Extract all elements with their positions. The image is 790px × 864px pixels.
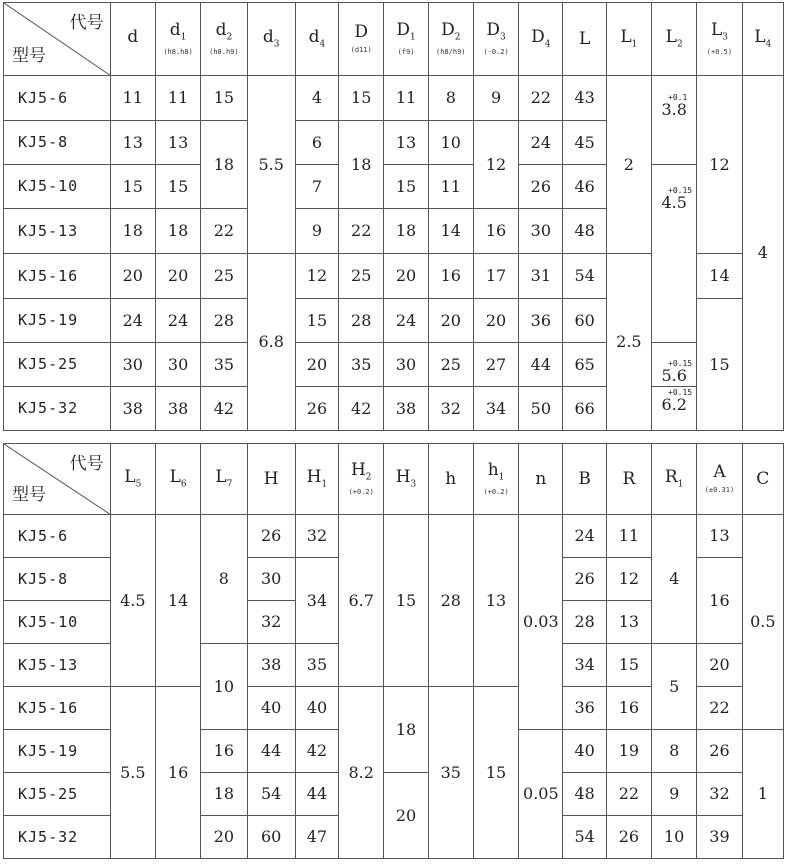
cell-h: 28: [428, 515, 473, 687]
code-label: 代号: [69, 454, 104, 474]
col-header-L6: $L_6$: [155, 444, 200, 515]
cell-L: 54: [563, 254, 606, 299]
cell-H3: 18: [384, 687, 428, 773]
cell-D1: 30: [384, 343, 428, 387]
cell-A: 13: [697, 515, 742, 558]
cell-d4: 7: [295, 165, 338, 209]
cell-d1: 15: [155, 165, 200, 209]
cell-L2: +0.1 3.8: [652, 76, 697, 165]
col-header-C: C: [742, 444, 783, 515]
cell-H3: 20: [384, 773, 428, 859]
cell-A: 16: [697, 558, 742, 644]
model-cell: KJ5-6: [4, 76, 111, 121]
cell-D3: 12: [473, 121, 518, 209]
cell-L2: +0.15 4.5: [652, 165, 697, 343]
cell-d4: 15: [295, 299, 338, 343]
type-label: 型号: [12, 485, 46, 505]
model-cell: KJ5-25: [4, 343, 111, 387]
cell-H1: 47: [295, 816, 338, 859]
col-header-L5: $L_5$: [110, 444, 155, 515]
cell-L3: 15: [697, 299, 742, 431]
cell-d1: 24: [155, 299, 200, 343]
col-header-R1: $R_1$: [652, 444, 697, 515]
cell-R1: 8: [652, 730, 697, 773]
cell-d4: 9: [295, 209, 338, 254]
cell-L: 66: [563, 387, 606, 431]
cell-D: 25: [339, 254, 384, 299]
cell-R: 22: [606, 773, 651, 816]
cell-L3: 12: [697, 76, 742, 254]
cell-n: 0.03: [519, 515, 563, 730]
cell-H: 60: [247, 816, 295, 859]
cell-d: 20: [110, 254, 155, 299]
cell-R1: 5: [652, 644, 697, 730]
cell-H2: 8.2: [339, 687, 384, 859]
cell-L4: 4: [742, 76, 783, 431]
model-cell: KJ5-25: [4, 773, 111, 816]
cell-d: 30: [110, 343, 155, 387]
col-header-D: D (d11): [339, 3, 384, 76]
cell-D2: 20: [428, 299, 473, 343]
col-header-d1: $d_1$ (h8.h8): [155, 3, 200, 76]
cell-D3: 17: [473, 254, 518, 299]
cell-D1: 13: [384, 121, 428, 165]
cell-d4: 6: [295, 121, 338, 165]
cell-D: 28: [339, 299, 384, 343]
cell-H1: 34: [295, 558, 338, 644]
cell-d: 13: [110, 121, 155, 165]
cell-d3: 6.8: [247, 254, 295, 431]
model-cell: KJ5-8: [4, 121, 111, 165]
cell-D3: 9: [473, 76, 518, 121]
table-row: [4, 165, 784, 209]
table-row: [4, 515, 784, 558]
cell-D2: 10: [428, 121, 473, 165]
cell-d: 18: [110, 209, 155, 254]
cell-B: 24: [563, 515, 606, 558]
col-header-L1: $L_1$: [606, 3, 651, 76]
cell-D: 15: [339, 76, 384, 121]
cell-n: 0.05: [519, 730, 563, 859]
cell-L: 46: [563, 165, 606, 209]
cell-R: 26: [606, 816, 651, 859]
cell-H: 30: [247, 558, 295, 601]
cell-D2: 25: [428, 343, 473, 387]
cell-D1: 15: [384, 165, 428, 209]
cell-D: 42: [339, 387, 384, 431]
dimension-table-2: [3, 443, 784, 859]
model-cell: KJ5-32: [4, 816, 111, 859]
cell-R: 11: [606, 515, 651, 558]
cell-A: 20: [697, 644, 742, 687]
cell-B: 48: [563, 773, 606, 816]
cell-R1: 9: [652, 773, 697, 816]
cell-d2: 35: [201, 343, 247, 387]
col-header-h: h: [428, 444, 473, 515]
cell-d1: 20: [155, 254, 200, 299]
table-row: [4, 76, 784, 121]
cell-d1: 13: [155, 121, 200, 165]
cell-D2: 14: [428, 209, 473, 254]
model-cell: KJ5-16: [4, 687, 111, 730]
col-header-A: A (±0.31): [697, 444, 742, 515]
cell-D1: 20: [384, 254, 428, 299]
model-cell: KJ5-10: [4, 601, 111, 644]
cell-R1: 10: [652, 816, 697, 859]
cell-B: 28: [563, 601, 606, 644]
cell-D1: 24: [384, 299, 428, 343]
cell-d4: 4: [295, 76, 338, 121]
cell-R1: 4: [652, 515, 697, 644]
cell-H1: 42: [295, 730, 338, 773]
cell-B: 40: [563, 730, 606, 773]
cell-L3: 14: [697, 254, 742, 299]
model-cell: KJ5-8: [4, 558, 111, 601]
cell-A: 39: [697, 816, 742, 859]
cell-D2: 16: [428, 254, 473, 299]
model-cell: KJ5-19: [4, 299, 111, 343]
cell-d: 11: [110, 76, 155, 121]
cell-D2: 8: [428, 76, 473, 121]
cell-H1: 32: [295, 515, 338, 558]
cell-L5: 4.5: [110, 515, 155, 687]
cell-D4: 30: [519, 209, 563, 254]
cell-D4: 22: [519, 76, 563, 121]
cell-D2: 11: [428, 165, 473, 209]
cell-L6: 16: [155, 687, 200, 859]
col-header-D3: $D_3$ (-0.2): [473, 3, 518, 76]
model-cell: KJ5-13: [4, 209, 111, 254]
cell-H: 54: [247, 773, 295, 816]
cell-d1: 11: [155, 76, 200, 121]
col-header-d4: $d_4$: [295, 3, 338, 76]
col-header-n: n: [519, 444, 563, 515]
cell-L1: 2: [606, 76, 651, 254]
cell-D3: 20: [473, 299, 518, 343]
cell-H: 38: [247, 644, 295, 687]
cell-D2: 32: [428, 387, 473, 431]
cell-D4: 26: [519, 165, 563, 209]
cell-R: 19: [606, 730, 651, 773]
col-header-H3: $H_3$: [384, 444, 428, 515]
col-header-H: H: [247, 444, 295, 515]
table-row: [4, 387, 784, 431]
col-header-H1: $H_1$: [295, 444, 338, 515]
cell-H1: 35: [295, 644, 338, 687]
cell-C: 1: [742, 730, 783, 859]
cell-d2: 42: [201, 387, 247, 431]
cell-D: 22: [339, 209, 384, 254]
cell-A: 32: [697, 773, 742, 816]
model-cell: KJ5-6: [4, 515, 111, 558]
cell-L2: +0.15 6.2: [652, 387, 697, 431]
cell-D3: 27: [473, 343, 518, 387]
cell-d: 24: [110, 299, 155, 343]
cell-D: 35: [339, 343, 384, 387]
cell-D4: 24: [519, 121, 563, 165]
cell-L: 43: [563, 76, 606, 121]
table-row: [4, 343, 784, 387]
cell-D4: 36: [519, 299, 563, 343]
cell-L1: 2.5: [606, 254, 651, 431]
cell-A: 26: [697, 730, 742, 773]
cell-D3: 16: [473, 209, 518, 254]
cell-H: 40: [247, 687, 295, 730]
col-header-H2: $H_2$ (+0.2): [339, 444, 384, 515]
cell-h1: 15: [473, 687, 518, 859]
cell-L2: +0.15 5.6: [652, 343, 697, 387]
table-divider: [0, 436, 790, 441]
cell-d1: 18: [155, 209, 200, 254]
cell-d3: 5.5: [247, 76, 295, 254]
cell-L7: 18: [201, 773, 247, 816]
cell-L7: 8: [201, 515, 247, 644]
cell-D4: 44: [519, 343, 563, 387]
cell-d2: 28: [201, 299, 247, 343]
col-header-R: R: [606, 444, 651, 515]
cell-B: 54: [563, 816, 606, 859]
cell-B: 36: [563, 687, 606, 730]
cell-R: 15: [606, 644, 651, 687]
cell-D3: 34: [473, 387, 518, 431]
dimension-table-1: [3, 2, 784, 431]
cell-d: 38: [110, 387, 155, 431]
model-cell: KJ5-32: [4, 387, 111, 431]
model-cell: KJ5-19: [4, 730, 111, 773]
cell-B: 34: [563, 644, 606, 687]
code-label: 代号: [69, 13, 104, 33]
col-header-L7: $L_7$: [201, 444, 247, 515]
cell-L7: 10: [201, 644, 247, 730]
cell-R: 13: [606, 601, 651, 644]
cell-L: 48: [563, 209, 606, 254]
cell-L: 65: [563, 343, 606, 387]
col-header-D4: $D_4$: [519, 3, 563, 76]
cell-C: 0.5: [742, 515, 783, 730]
table2-corner-header: [4, 444, 111, 515]
cell-H: 26: [247, 515, 295, 558]
cell-H1: 40: [295, 687, 338, 730]
cell-D4: 31: [519, 254, 563, 299]
col-header-L3: $L_3$ (+0.5): [697, 3, 742, 76]
cell-d2: 25: [201, 254, 247, 299]
table1-corner-header: [4, 3, 111, 76]
cell-d4: 26: [295, 387, 338, 431]
cell-H: 44: [247, 730, 295, 773]
cell-A: 22: [697, 687, 742, 730]
col-header-d3: $d_3$: [247, 3, 295, 76]
model-cell: KJ5-10: [4, 165, 111, 209]
cell-d4: 12: [295, 254, 338, 299]
cell-d4: 20: [295, 343, 338, 387]
col-header-B: B: [563, 444, 606, 515]
cell-B: 26: [563, 558, 606, 601]
cell-h: 35: [428, 687, 473, 859]
cell-L: 60: [563, 299, 606, 343]
cell-h1: 13: [473, 515, 518, 687]
type-label: 型号: [12, 46, 46, 66]
cell-d1: 30: [155, 343, 200, 387]
col-header-d: d: [110, 3, 155, 76]
cell-D: 18: [339, 121, 384, 209]
model-cell: KJ5-13: [4, 644, 111, 687]
model-cell: KJ5-16: [4, 254, 111, 299]
cell-d1: 38: [155, 387, 200, 431]
cell-d2: 15: [201, 76, 247, 121]
cell-L7: 20: [201, 816, 247, 859]
col-header-D2: $D_2$ (h8/h9): [428, 3, 473, 76]
cell-d2: 22: [201, 209, 247, 254]
col-header-L2: $L_2$: [652, 3, 697, 76]
col-header-L4: $L_4$: [742, 3, 783, 76]
col-header-L: L: [563, 3, 606, 76]
col-header-D1: $D_1$ (f9): [384, 3, 428, 76]
col-header-d2: $d_2$ (h8.h9): [201, 3, 247, 76]
cell-R: 16: [606, 687, 651, 730]
cell-D1: 38: [384, 387, 428, 431]
cell-L5: 5.5: [110, 687, 155, 859]
cell-H1: 44: [295, 773, 338, 816]
cell-d: 15: [110, 165, 155, 209]
cell-H3: 15: [384, 515, 428, 687]
cell-R: 12: [606, 558, 651, 601]
cell-D1: 11: [384, 76, 428, 121]
cell-L: 45: [563, 121, 606, 165]
col-header-h1: $h_1$ (+0.2): [473, 444, 518, 515]
cell-L6: 14: [155, 515, 200, 687]
cell-H2: 6.7: [339, 515, 384, 687]
cell-d2: 18: [201, 121, 247, 209]
table2-header-row: [4, 444, 784, 515]
cell-D1: 18: [384, 209, 428, 254]
cell-L7: 16: [201, 730, 247, 773]
table1-header-row: [4, 3, 784, 76]
cell-D4: 50: [519, 387, 563, 431]
cell-H: 32: [247, 601, 295, 644]
